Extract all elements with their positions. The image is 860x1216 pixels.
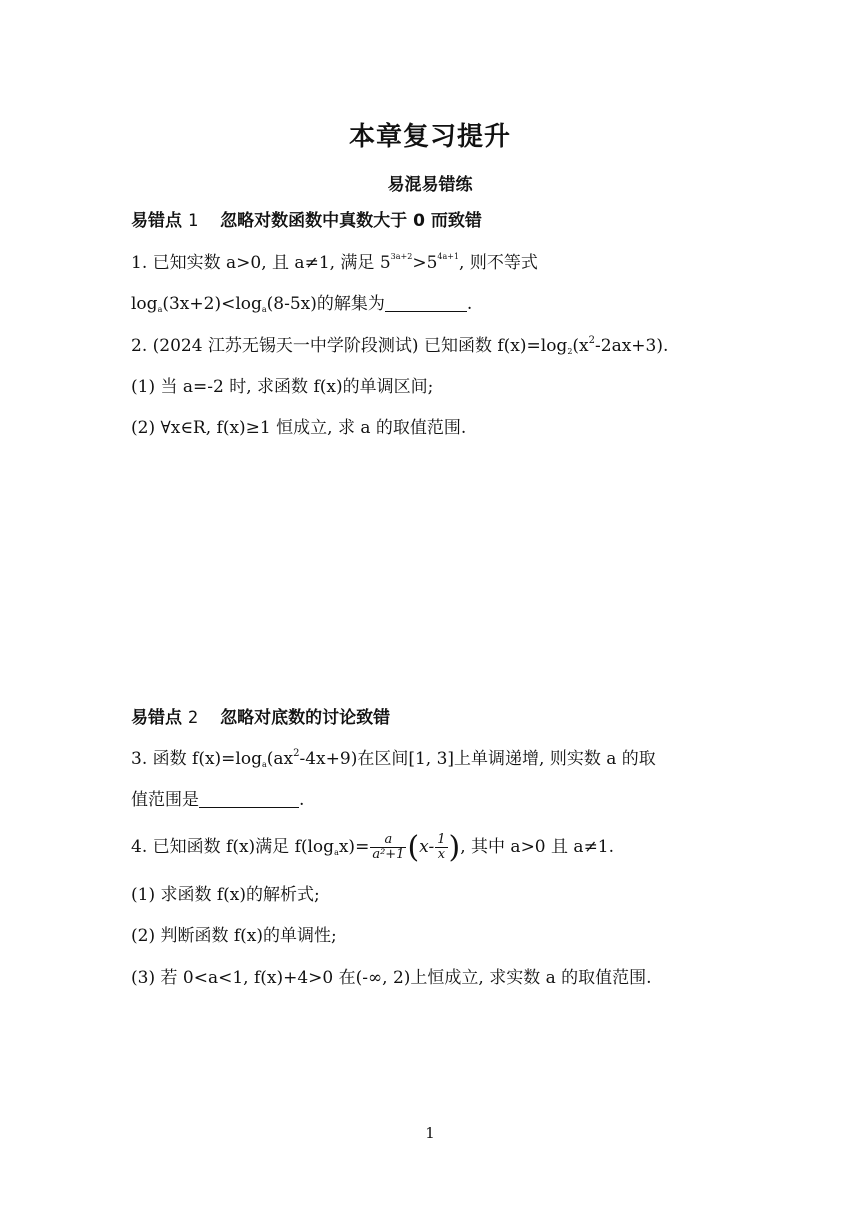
q4-text: 4. 已知函数 f(x)满足 f(log [131,837,335,857]
q1-text-post: , 则不等式 [459,253,538,273]
page-title: 本章复习提升 [348,122,511,152]
question-3-line-1 [131,747,656,771]
q2-arg-pre: (x [572,336,589,356]
question-4-part-1: (1) 求函数 f(x)的解析式; [131,885,320,905]
question-4-part-3: (3) 若 0<a<1, f(x)+4>0 在(-∞, 2)上恒成立, 求实数 a 的取值范围. [131,968,652,988]
fraction-numerator: 1 [437,832,446,847]
right-paren: ) [448,830,461,865]
error-point-text: 忽略对底数的讨论致错 [220,708,391,728]
question-3-line-2 [131,788,304,812]
error-point-1-heading [131,209,482,233]
q4-inner-x: x- [419,837,435,857]
q1-text: 1. 已知实数 a>0, 且 a≠1, 满足 5 [131,253,391,273]
error-point-number: 2 [187,708,199,728]
answer-blank[interactable] [385,293,467,312]
error-point-number: 1 [187,211,199,231]
q1-log-base-2: a [261,305,267,314]
q1-log-base-1: a [157,305,163,314]
q2-exponent: 2 [588,335,596,346]
q1-text-mid: >5 [412,253,438,273]
question-2-part-1: (1) 当 a=-2 时, 求函数 f(x)的单调区间; [131,377,434,397]
q2-text: 2. (2024 江苏无锡天一中学阶段测试) 已知函数 f(x)=log [131,336,568,356]
q3-end: . [299,790,305,810]
question-2-line [131,334,668,358]
q4-log-base: a [334,848,339,857]
error-point-label: 易错点 [131,708,182,728]
q1-log: log [131,294,158,314]
section-subtitle: 易混易错练 [387,175,473,195]
fraction-numerator: a [370,833,406,848]
q4-post: , 其中 a>0 且 a≠1. [460,837,615,857]
question-1-line-1 [131,251,538,275]
error-point-label: 易错点 [131,211,182,231]
q3-log-base: a [261,760,267,769]
q4-arg: x)= [338,837,370,857]
page-number: 1 [425,1124,435,1142]
fraction-a-over-a2-plus-1 [370,833,406,862]
answer-blank[interactable] [199,789,299,808]
error-point-text: 忽略对数函数中真数大于 0 而致错 [220,211,482,231]
q3-text-2: 值范围是 [131,790,199,810]
q3-arg-pre: (ax [266,749,294,769]
fraction-denominator: a²+1 [372,847,405,862]
q3-arg-post: -4x+9)在区间[1, 3]上单调递增, 则实数 a 的取 [299,749,656,769]
q1-end: . [466,294,473,314]
question-1-line-2 [131,292,472,316]
fraction-denominator: x [437,847,446,862]
q3-exponent: 2 [293,748,300,759]
q2-log-base: 2 [567,347,573,356]
q1-log-arg-1: (3x+2)<log [162,294,262,314]
q1-exponent-1: 3a+2 [390,252,413,261]
q1-log-arg-2: (8-5x)的解集为 [266,294,385,314]
question-2-part-2: (2) ∀x∈R, f(x)≥1 恒成立, 求 a 的取值范围. [131,418,467,438]
fraction-1-over-x [435,833,447,862]
question-4-part-2: (2) 判断函数 f(x)的单调性; [131,926,337,946]
left-paren: ( [407,830,420,865]
error-point-2-heading [131,706,390,730]
q1-exponent-2: 4a+1 [437,252,460,261]
q2-arg-post: -2ax+3). [595,336,669,356]
q3-text: 3. 函数 f(x)=log [131,749,262,769]
question-4-line [131,830,615,865]
